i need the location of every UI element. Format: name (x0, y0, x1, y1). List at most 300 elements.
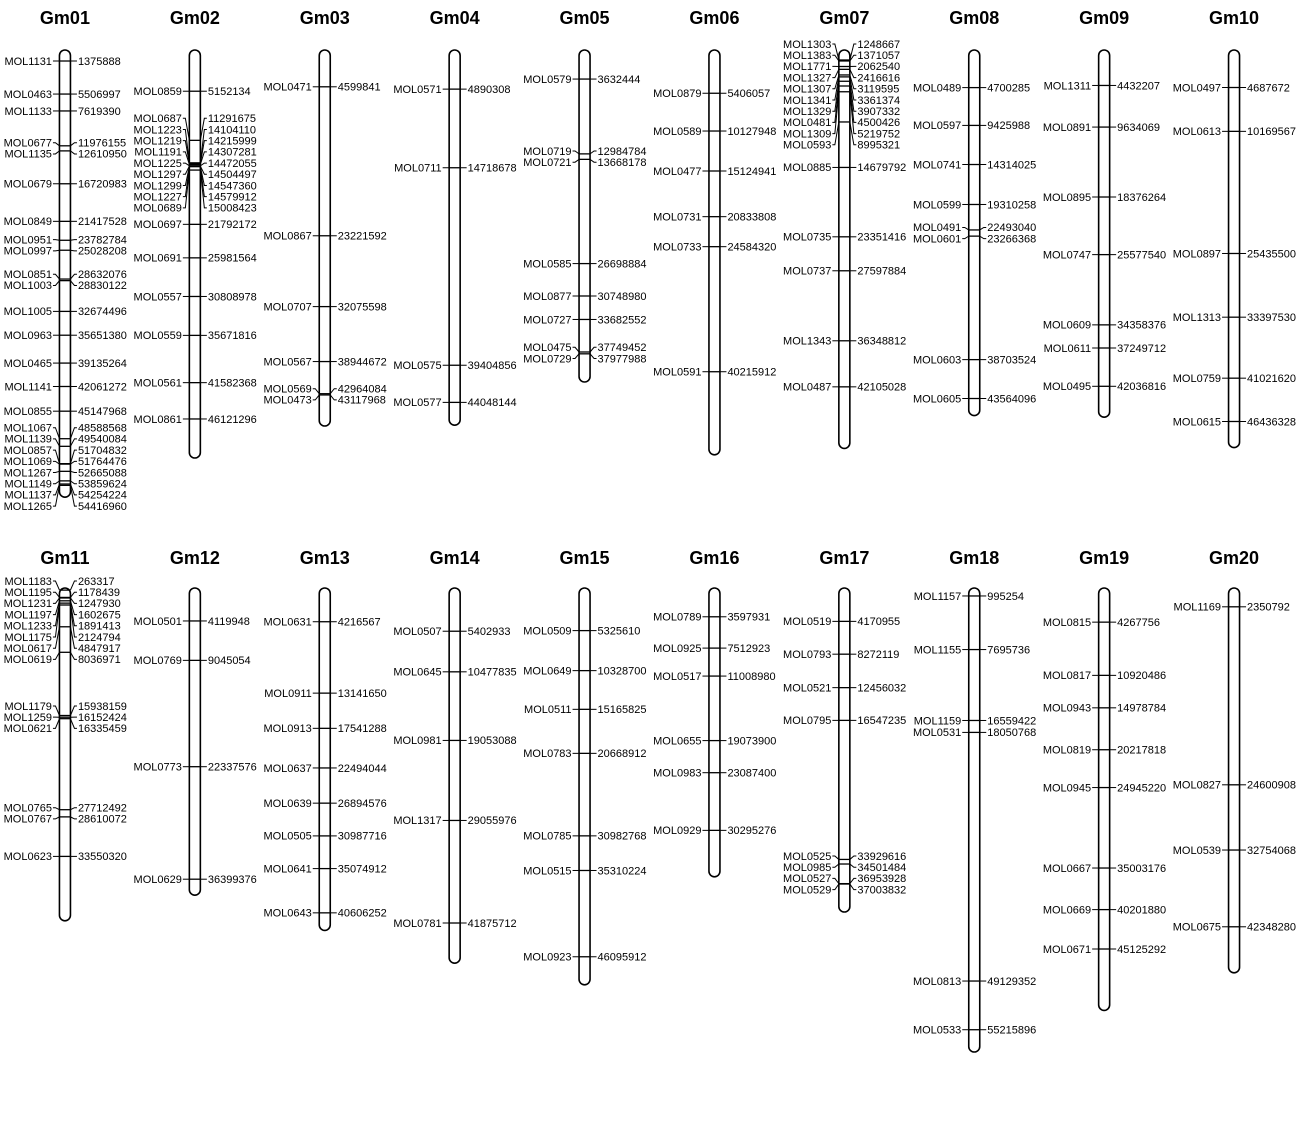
position-label: 14679792 (857, 162, 907, 175)
marker-label: MOL1297 (133, 169, 182, 182)
position-label: 16335459 (77, 723, 127, 736)
marker-label: MOL0471 (263, 81, 312, 94)
marker-label: MOL1383 (783, 50, 832, 62)
marker-label: MOL0735 (783, 231, 832, 244)
marker-label: MOL0951 (3, 234, 52, 247)
marker-label: MOL0929 (653, 825, 702, 838)
leader-line (70, 143, 77, 146)
position-label: 3597931 (727, 611, 771, 624)
marker-label: MOL0897 (1172, 248, 1222, 261)
marker-label: MOL0649 (523, 665, 572, 678)
marker-label: MOL0997 (3, 245, 52, 258)
position-label: 11008980 (727, 670, 776, 683)
position-label: 43564096 (987, 393, 1037, 406)
leader-line (330, 395, 337, 400)
marker-label: MOL0813 (912, 975, 962, 988)
marker-label: MOL1069 (3, 456, 52, 469)
leader-line (53, 817, 60, 819)
marker-label: MOL0851 (3, 269, 52, 282)
chromosome-gm09 (1043, 8, 1166, 417)
marker-label: MOL0505 (263, 830, 312, 843)
chromosome-gm15 (523, 548, 646, 985)
position-label: 25028208 (77, 245, 127, 258)
position-label: 42061272 (77, 381, 127, 394)
marker-label: MOL0769 (133, 655, 182, 668)
chromosome-bar (59, 588, 70, 921)
leader-line (53, 471, 60, 472)
marker-label: MOL0529 (783, 884, 832, 897)
marker-label: MOL0557 (133, 291, 182, 304)
position-label: 24584320 (727, 241, 777, 254)
position-label: 36399376 (207, 873, 257, 886)
leader-line (70, 250, 77, 251)
leader-line (850, 878, 857, 883)
leader-line (573, 159, 580, 162)
marker-label: MOL1227 (133, 191, 182, 204)
position-label: 40606252 (337, 907, 387, 920)
leader-line (573, 347, 580, 352)
marker-label: MOL0571 (393, 83, 442, 96)
position-label: 18376264 (1117, 191, 1167, 204)
chromosome-title: Gm17 (819, 548, 870, 568)
marker-label: MOL0501 (133, 615, 182, 628)
position-label: 10328700 (597, 665, 647, 678)
leader-line (850, 864, 857, 867)
marker-label: MOL1231 (3, 598, 52, 611)
position-label: 34501484 (857, 862, 907, 875)
marker-label: MOL0689 (133, 202, 182, 215)
position-label: 4119948 (207, 615, 250, 628)
marker-label: MOL0945 (1042, 782, 1092, 795)
leader-line (53, 151, 60, 154)
position-label: 4432207 (1117, 80, 1160, 93)
marker-label: MOL0963 (3, 330, 52, 343)
marker-label: MOL0783 (523, 748, 572, 761)
marker-label: MOL0487 (783, 381, 832, 394)
marker-label: MOL0913 (263, 723, 312, 736)
marker-label: MOL0643 (263, 907, 312, 920)
marker-label: MOL1195 (4, 587, 52, 599)
marker-label: MOL1191 (134, 146, 182, 159)
position-label: 25577540 (1117, 249, 1167, 262)
position-label: 27597884 (857, 265, 907, 278)
marker-label: MOL0585 (523, 258, 572, 271)
position-label: 10127948 (727, 125, 777, 138)
position-label: 16547235 (857, 715, 907, 728)
leader-line (53, 428, 60, 439)
marker-label: MOL0631 (263, 616, 312, 629)
marker-label: MOL1341 (783, 94, 832, 107)
position-label: 10920486 (1117, 670, 1167, 683)
chromosome-gm11 (4, 548, 127, 921)
marker-label: MOL0639 (263, 797, 312, 810)
chromosome-gm16 (653, 548, 776, 877)
position-label: 20668912 (597, 748, 647, 761)
leader-line (313, 389, 320, 394)
position-label: 25981564 (207, 252, 257, 265)
marker-label: MOL0605 (912, 393, 962, 406)
position-label: 43117968 (337, 394, 386, 407)
chromosome-title: Gm10 (1209, 8, 1260, 28)
chromosome-gm06 (653, 8, 776, 455)
chromosome-gm13 (263, 548, 386, 930)
position-label: 4847917 (77, 643, 121, 655)
marker-label: MOL0855 (3, 405, 52, 418)
position-label: 35003176 (1117, 862, 1167, 875)
marker-label: MOL0495 (1042, 381, 1092, 394)
position-label: 39404856 (467, 360, 517, 373)
chromosome-gm05 (523, 8, 646, 382)
position-label: 26698884 (597, 258, 647, 271)
chromosome-bar (189, 588, 200, 895)
leader-line (850, 884, 857, 890)
chromosome-bar (449, 588, 460, 963)
chromosome-title: Gm02 (169, 8, 220, 28)
leader-line (70, 592, 77, 597)
position-label: 32754068 (1247, 844, 1297, 857)
position-label: 15008423 (207, 202, 257, 215)
marker-label: MOL0617 (3, 643, 52, 655)
marker-label: MOL0879 (653, 88, 702, 101)
chromosome-title: Gm15 (559, 548, 610, 568)
position-label: 37749452 (597, 342, 647, 355)
leader-line (53, 481, 60, 484)
position-label: 32674496 (77, 306, 127, 319)
marker-label: MOL0737 (783, 265, 832, 278)
marker-label: MOL0691 (133, 252, 182, 265)
position-label: 45125292 (1117, 943, 1167, 956)
marker-label: MOL0509 (523, 625, 572, 638)
leader-line (70, 151, 77, 154)
marker-label: MOL1137 (4, 489, 52, 502)
position-label: 14978784 (1117, 702, 1167, 715)
chromosome-title: Gm08 (949, 8, 1000, 28)
leader-line (573, 151, 580, 154)
position-label: 37977988 (597, 353, 647, 366)
leader-line (70, 706, 77, 716)
marker-label: MOL0593 (783, 139, 832, 152)
marker-label: MOL0591 (653, 366, 702, 379)
position-label: 37003832 (857, 884, 907, 897)
position-label: 4216567 (337, 616, 381, 629)
marker-label: MOL0719 (523, 145, 572, 158)
marker-label: MOL0885 (783, 162, 832, 175)
position-label: 1375888 (77, 55, 121, 68)
chromosome-gm14 (393, 548, 516, 963)
marker-label: MOL1159 (913, 715, 962, 728)
leader-line (70, 485, 77, 506)
marker-label: MOL1327 (783, 72, 832, 85)
position-label: 51764476 (77, 456, 127, 469)
marker-label: MOL0497 (1172, 82, 1222, 95)
position-label: 33397530 (1247, 311, 1297, 324)
leader-line (53, 581, 60, 590)
position-label: 5506997 (77, 88, 121, 101)
chromosome-title: Gm11 (40, 548, 90, 568)
chromosome-bar (189, 50, 200, 458)
chromosome-gm07 (783, 8, 906, 448)
marker-label: MOL1343 (783, 335, 832, 348)
position-label: 40201880 (1117, 904, 1167, 917)
position-label: 36953928 (857, 873, 907, 886)
leader-line (832, 884, 839, 890)
marker-label: MOL1219 (133, 135, 182, 148)
position-label: 263317 (77, 575, 115, 588)
position-label: 5219752 (857, 128, 901, 141)
chromosome-gm04 (393, 8, 516, 425)
position-label: 5406057 (727, 88, 771, 101)
position-label: 20217818 (1117, 744, 1167, 757)
position-label: 45147968 (77, 405, 127, 418)
position-label: 1178439 (77, 587, 120, 599)
position-label: 12984784 (597, 145, 647, 158)
marker-label: MOL0765 (3, 802, 52, 815)
position-label: 10477835 (467, 666, 517, 679)
marker-label: MOL0793 (783, 648, 832, 661)
chromosome-bar (1229, 50, 1240, 448)
chromosome-bar (319, 588, 330, 930)
marker-label: MOL0795 (783, 715, 832, 728)
leader-line (70, 274, 77, 279)
marker-label: MOL0575 (393, 360, 442, 373)
position-label: 4687672 (1247, 82, 1290, 95)
position-label: 4700285 (987, 82, 1031, 95)
position-label: 12610950 (77, 148, 127, 161)
leader-line (850, 69, 857, 77)
chromosome-title: Gm16 (689, 548, 740, 568)
leader-line (70, 719, 77, 729)
marker-label: MOL0473 (263, 394, 312, 407)
marker-label: MOL0781 (393, 917, 442, 930)
marker-label: MOL0861 (133, 413, 182, 426)
chromosome-bar (579, 588, 590, 985)
marker-label: MOL0491 (912, 222, 962, 235)
marker-label: MOL1141 (4, 381, 52, 394)
marker-label: MOL1771 (783, 61, 832, 74)
position-label: 32075598 (337, 301, 387, 314)
chromosome-bar (59, 50, 70, 497)
marker-label: MOL0611 (1043, 342, 1092, 355)
chromosome-title: Gm03 (299, 8, 350, 28)
position-label: 4267756 (1117, 616, 1160, 629)
marker-label: MOL1155 (913, 644, 962, 657)
position-label: 18050768 (987, 727, 1037, 740)
position-label: 23782784 (77, 234, 127, 247)
marker-label: MOL0849 (3, 216, 52, 229)
marker-label: MOL1067 (3, 422, 52, 435)
position-label: 33550320 (77, 851, 127, 864)
marker-label: MOL0923 (523, 951, 572, 964)
leader-line (832, 856, 839, 859)
position-label: 8995321 (857, 139, 901, 152)
marker-label: MOL0667 (1042, 862, 1092, 875)
position-label: 3907332 (857, 106, 901, 118)
position-label: 49540084 (77, 433, 127, 446)
marker-label: MOL0559 (133, 330, 182, 343)
position-label: 14547360 (207, 180, 257, 193)
position-label: 7619390 (77, 105, 121, 118)
marker-label: MOL0527 (783, 873, 832, 886)
position-label: 49129352 (987, 975, 1037, 988)
marker-label: MOL0817 (1042, 670, 1092, 683)
leader-line (313, 395, 320, 400)
position-label: 30808978 (207, 291, 257, 304)
leader-line (53, 143, 60, 146)
position-label: 46095912 (597, 951, 647, 964)
position-label: 10169567 (1247, 126, 1297, 139)
marker-label: MOL1307 (783, 83, 832, 96)
marker-label: MOL1299 (133, 180, 182, 193)
marker-label: MOL1003 (3, 280, 52, 293)
position-label: 52665088 (77, 467, 127, 480)
marker-label: MOL1313 (1172, 311, 1222, 324)
position-label: 16559422 (987, 715, 1037, 728)
marker-label: MOL0519 (783, 616, 832, 629)
position-label: 19073900 (727, 735, 777, 748)
chromosome-gm17 (783, 548, 906, 912)
position-label: 1371057 (857, 50, 901, 62)
position-label: 22337576 (207, 761, 257, 774)
marker-label: MOL1139 (4, 433, 52, 446)
position-label: 22493040 (987, 222, 1037, 235)
position-label: 4170955 (857, 616, 901, 629)
marker-label: MOL0895 (1042, 191, 1092, 204)
position-label: 2062540 (857, 61, 901, 74)
chromosome-bar (1229, 588, 1240, 973)
position-label: 14104110 (207, 124, 256, 137)
position-label: 23221592 (337, 230, 387, 243)
position-label: 33682552 (597, 314, 647, 327)
leader-line (70, 481, 77, 484)
leader-line (850, 44, 857, 60)
leader-line (590, 347, 597, 352)
leader-line (850, 856, 857, 859)
leader-line (70, 428, 77, 439)
position-label: 46436328 (1247, 416, 1297, 429)
leader-line (980, 236, 987, 239)
marker-label: MOL0819 (1042, 744, 1092, 757)
position-label: 5152134 (207, 86, 251, 99)
position-label: 30295276 (727, 825, 777, 838)
position-label: 24600908 (1247, 779, 1297, 792)
marker-label: MOL0525 (783, 850, 832, 863)
marker-label: MOL0925 (653, 642, 702, 655)
marker-label: MOL1309 (783, 128, 832, 141)
leader-line (832, 864, 839, 867)
position-label: 11976155 (77, 137, 127, 150)
position-label: 3361374 (857, 94, 901, 107)
chromosome-bar (1099, 50, 1110, 417)
leader-line (183, 163, 190, 166)
marker-label: MOL0733 (653, 241, 702, 254)
marker-label: MOL1311 (1043, 80, 1092, 93)
position-label: 23351416 (857, 231, 907, 244)
position-label: 14579912 (207, 191, 257, 204)
marker-label: MOL0983 (653, 767, 702, 780)
position-label: 4599841 (337, 81, 381, 94)
marker-label: MOL1131 (4, 55, 52, 68)
position-label: 14472055 (207, 157, 257, 170)
chromosome-title: Gm19 (1079, 548, 1130, 568)
marker-label: MOL1157 (913, 590, 962, 603)
chromosome-title: Gm04 (429, 8, 480, 28)
chromosome-bar (319, 50, 330, 426)
position-label: 38703524 (987, 354, 1037, 367)
position-label: 28830122 (77, 280, 127, 293)
chromosome-bar (709, 50, 720, 455)
position-label: 51704832 (77, 444, 127, 457)
chromosome-title: Gm12 (169, 548, 220, 568)
leader-line (53, 719, 60, 729)
marker-label: MOL0477 (653, 165, 702, 178)
marker-label: MOL0481 (783, 117, 832, 130)
position-label: 33929616 (857, 850, 907, 863)
chromosome-bar (1099, 588, 1110, 1010)
chromosome-bar (579, 50, 590, 382)
position-label: 30982768 (597, 830, 647, 843)
chromosome-title: Gm18 (949, 548, 1000, 568)
marker-label: MOL0599 (912, 199, 962, 212)
position-label: 12456032 (857, 682, 907, 695)
marker-label: MOL0655 (653, 735, 702, 748)
marker-label: MOL0603 (912, 354, 962, 367)
marker-label: MOL0609 (1042, 319, 1092, 332)
leader-line (70, 652, 77, 659)
marker-label: MOL1169 (1173, 601, 1222, 614)
marker-label: MOL0645 (393, 666, 442, 679)
chromosome-gm19 (1043, 548, 1166, 1010)
position-label: 48588568 (77, 422, 127, 435)
position-label: 44048144 (467, 397, 517, 410)
leader-line (590, 354, 597, 359)
position-label: 2124794 (77, 631, 121, 644)
position-label: 3119595 (857, 83, 900, 96)
marker-label: MOL0741 (912, 159, 962, 172)
position-label: 8272119 (857, 648, 900, 661)
chromosome-title: Gm07 (819, 8, 870, 28)
marker-label: MOL0671 (1042, 943, 1092, 956)
chromosome-gm20 (1173, 548, 1296, 973)
marker-label: MOL0747 (1042, 249, 1092, 262)
leader-line (573, 354, 580, 359)
chromosome-gm18 (913, 548, 1036, 1052)
marker-label: MOL1225 (133, 157, 182, 170)
marker-label: MOL1265 (3, 500, 52, 513)
position-label: 53859624 (77, 478, 127, 491)
position-label: 9425988 (987, 120, 1031, 133)
position-label: 25435500 (1247, 248, 1297, 261)
marker-label: MOL0731 (653, 211, 702, 224)
position-label: 41021620 (1247, 372, 1297, 385)
marker-label: MOL0687 (133, 113, 182, 126)
marker-label: MOL1197 (4, 609, 52, 622)
leader-line (53, 250, 60, 251)
position-label: 35671816 (207, 330, 257, 343)
position-label: 35310224 (597, 865, 647, 878)
position-label: 9045054 (207, 655, 251, 668)
marker-label: MOL0727 (523, 314, 572, 327)
position-label: 14307281 (207, 146, 257, 159)
leader-line (53, 274, 60, 279)
position-label: 21417528 (77, 216, 127, 229)
leader-line (70, 817, 77, 819)
marker-label: MOL0675 (1172, 921, 1222, 934)
leader-line (980, 227, 987, 230)
position-label: 54254224 (77, 489, 127, 502)
marker-label: MOL1149 (4, 478, 52, 491)
chromosome-bar (839, 50, 850, 448)
position-label: 14314025 (987, 159, 1037, 172)
